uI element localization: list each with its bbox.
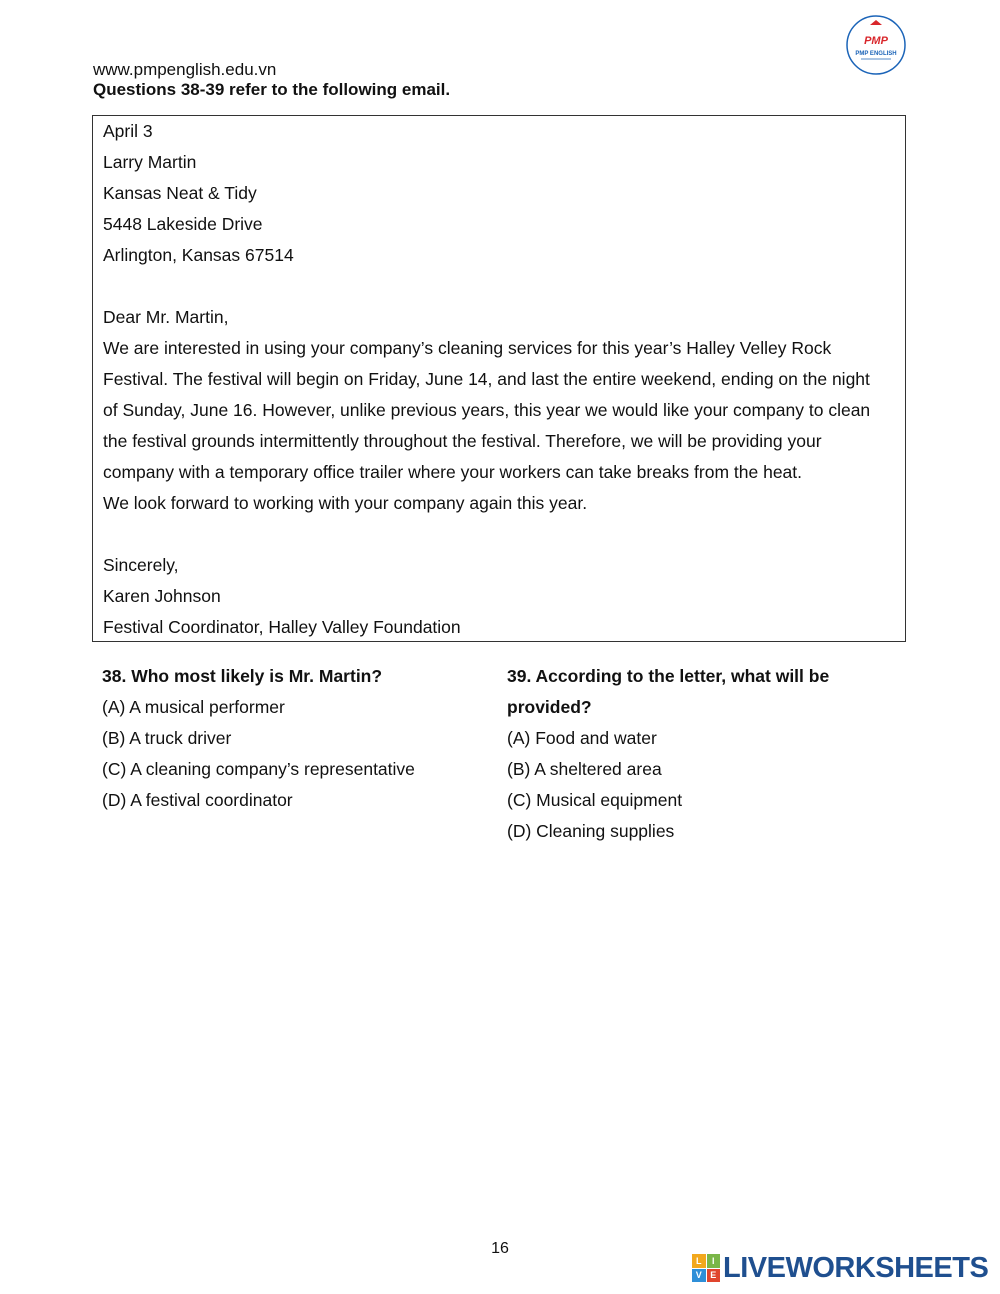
question-text-continued: provided? <box>507 697 592 717</box>
email-body-line: We are interested in using your company’s cleaning services for this year’s Halley Velley Rock <box>103 338 832 358</box>
blank-line <box>103 519 895 550</box>
answer-option-b[interactable]: (B) A truck driver <box>102 728 232 748</box>
question-39 <box>507 661 887 847</box>
email-date: April 3 <box>103 121 153 141</box>
email-greeting: Dear Mr. Martin, <box>103 307 229 327</box>
answer-option-b[interactable]: (B) A sheltered area <box>507 759 662 779</box>
question-text: 38. Who most likely is Mr. Martin? <box>102 666 383 686</box>
email-closing: Sincerely, <box>103 555 179 575</box>
email-body-line: Festival. The festival will begin on Friday, June 14, and last the entire weekend, ending on the night <box>103 369 870 389</box>
answer-option-a[interactable]: (A) A musical performer <box>102 697 285 717</box>
page-number: 16 <box>491 1240 509 1257</box>
answer-option-d[interactable]: (D) A festival coordinator <box>102 790 293 810</box>
question-38 <box>102 661 492 816</box>
liveworksheets-logo[interactable] <box>692 1252 988 1284</box>
cube-letter: E <box>707 1269 721 1283</box>
email-company: Kansas Neat & Tidy <box>103 183 257 203</box>
email-recipient-name: Larry Martin <box>103 152 197 172</box>
liveworksheets-cube-icon <box>692 1254 720 1282</box>
site-url: www.pmpenglish.edu.vn <box>93 60 277 79</box>
email-body-line: We look forward to working with your company again this year. <box>103 493 588 513</box>
pmp-english-logo <box>845 14 907 76</box>
email-box <box>92 115 906 642</box>
blank-line <box>103 271 895 302</box>
question-text: 39. According to the letter, what will be <box>507 666 830 686</box>
logo-initials: PMP <box>864 35 888 47</box>
answer-option-c[interactable]: (C) A cleaning company’s representative <box>102 759 415 779</box>
email-sender-name: Karen Johnson <box>103 586 221 606</box>
section-heading: Questions 38-39 refer to the following email. <box>93 80 451 99</box>
email-body-line: the festival grounds intermittently throughout the festival. Therefore, we will be providing your <box>103 431 822 451</box>
email-city: Arlington, Kansas 67514 <box>103 245 294 265</box>
answer-option-c[interactable]: (C) Musical equipment <box>507 790 683 810</box>
email-body-line: of Sunday, June 16. However, unlike previous years, this year we would like your company to clean <box>103 400 871 420</box>
logo-text: PMP ENGLISH <box>855 51 897 57</box>
email-sender-title: Festival Coordinator, Halley Valley Foundation <box>103 617 461 637</box>
cube-letter: L <box>692 1254 706 1268</box>
cube-letter: V <box>692 1269 706 1283</box>
answer-option-a[interactable]: (A) Food and water <box>507 728 657 748</box>
email-body-line: company with a temporary office trailer where your workers can take breaks from the heat. <box>103 462 803 482</box>
cube-letter: I <box>707 1254 721 1268</box>
email-street: 5448 Lakeside Drive <box>103 214 263 234</box>
answer-option-d[interactable]: (D) Cleaning supplies <box>507 821 675 841</box>
liveworksheets-brand-text: LIVEWORKSHEETS <box>723 1251 989 1284</box>
